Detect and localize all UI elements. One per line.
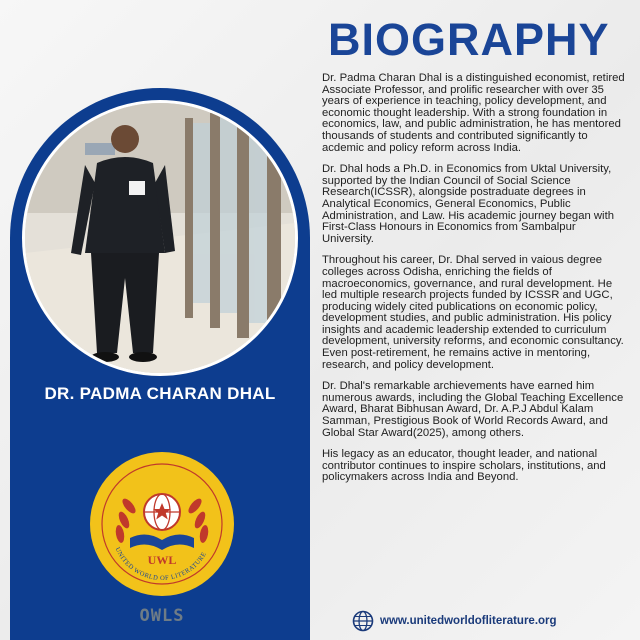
bio-paragraph: Dr. Padma Charan Dhal is a distinguished economist, retired Associate Professor, and prolific researcher with over 35 years of experience in teaching, policy development, and economic thought leadership. With a strong foundation in economics, law, and public administration, he has mentored thousands of students and contributed significantly to acdemic and policy reform across India.: [322, 72, 625, 154]
left-panel: [0, 0, 318, 640]
uwl-logo: [90, 452, 234, 596]
bio-paragraph: Dr. Dhal's remarkable archievements have earned him numerous awards, including the Global Teaching Excellence Award, Bharat Bibhusan Award, Dr. A.P.J Abdul Kalam Samman, Prestigious Book of World Records Award, and Global Star Award(2025), among others.: [322, 380, 624, 439]
owls-watermark: OWLS: [139, 606, 185, 626]
bio-paragraph: Throughout his career, Dr. Dhal served in vaious degree colleges across Odisha, enriching the fields of macroeconomics, governance, and rural development. He led multiple research projects funded by ICSSR and UGC, producing widely cited publications on economic policy, development studies, and public administration. His policy insights and academic leadership extended to curriculum development, university reforms, and economic consultancy. Even post-retirement, he remains active in mentoring, research, and policy development.: [322, 254, 624, 371]
biography-text: [322, 73, 627, 494]
globe-icon: [352, 610, 374, 632]
logo-monogram: UWL: [147, 553, 177, 567]
bio-paragraph: His legacy as an educator, thought leader, and national contributor continues to inspire scholars, institutions, and policymakers across India and Beyond.: [322, 448, 606, 484]
page-title: BIOGRAPHY: [328, 14, 610, 65]
portrait-photo: [22, 100, 298, 376]
logo-ring-text: UNITED WORLD OF LITERATURE: [113, 546, 208, 583]
footer-website[interactable]: [352, 610, 557, 632]
website-link[interactable]: www.unitedworldofliterature.org: [380, 615, 557, 627]
bio-paragraph: Dr. Dhal hods a Ph.D. in Economics from Uktal University, supported by the Indian Council of Social Science Research(ICSSR), alongside postraduate degrees in Analytical Economics, General Economics, Public Administration, and Law. His academic journey began with First-Class Honours in Economics from Sambalpur University.: [322, 163, 614, 245]
person-name: DR. PADMA CHARAN DHAL: [44, 384, 276, 403]
